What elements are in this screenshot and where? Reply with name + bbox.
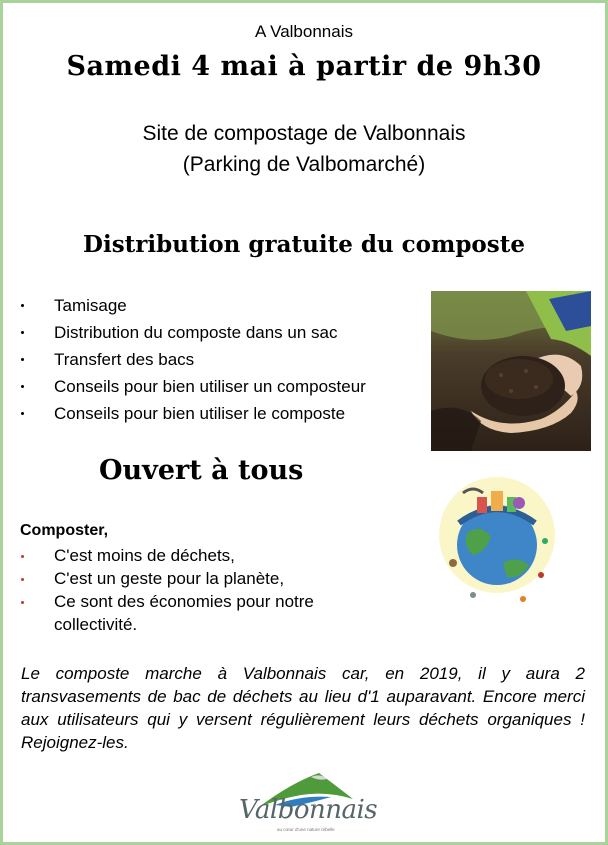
bullet-icon bbox=[21, 358, 24, 361]
list-item: Distribution du composte dans un sac bbox=[21, 319, 441, 346]
composter-heading: Composter, bbox=[20, 522, 109, 539]
list-item: Tamisage bbox=[21, 292, 441, 319]
list-item: C'est un geste pour la planète, bbox=[21, 567, 401, 590]
logo-wordmark: Valbonnais bbox=[239, 795, 378, 825]
list-item: Ce sont des économies pour notre collectivité. bbox=[21, 590, 401, 636]
valbonnais-logo bbox=[231, 769, 378, 839]
recycling-globe-clipart bbox=[433, 463, 561, 613]
bullet-icon bbox=[21, 331, 24, 334]
list-item: Conseils pour bien utiliser un composteur bbox=[21, 373, 441, 400]
bullet-icon bbox=[21, 304, 24, 307]
bullet-icon bbox=[21, 555, 24, 558]
list-item: Transfert des bacs bbox=[21, 346, 441, 373]
event-date-headline: Samedi 4 mai à partir de 9h30 bbox=[66, 51, 542, 82]
bullet-icon bbox=[21, 385, 24, 388]
logo-tagline: au cœur d'une nature rebelle bbox=[277, 827, 335, 832]
compost-hands-photo bbox=[431, 291, 591, 451]
site-address bbox=[3, 118, 605, 180]
closing-note: Le composte marche à Valbonnais car, en 2019, il y aura 2 transvasements de bac de déchets au lieu d'1 auparavant. Encore merci aux utilisateurs qui y versent régulièrement leurs déchets organiques ! Rejoignez-les. bbox=[21, 664, 585, 752]
bullet-icon bbox=[21, 601, 24, 604]
activities-list bbox=[21, 292, 441, 427]
site-name: Site de compostage de Valbonnais bbox=[142, 122, 466, 145]
bullet-icon bbox=[21, 412, 24, 415]
bullet-icon bbox=[21, 578, 24, 581]
benefits-list bbox=[21, 544, 401, 636]
distribution-title: Distribution gratuite du composte bbox=[83, 231, 525, 258]
event-location: A Valbonnais bbox=[255, 22, 353, 41]
site-parking: (Parking de Valbomarché) bbox=[182, 153, 426, 176]
list-item: Conseils pour bien utiliser le composte bbox=[21, 400, 441, 427]
open-to-all-title: Ouvert à tous bbox=[99, 455, 304, 486]
list-item: C'est moins de déchets, bbox=[21, 544, 401, 567]
